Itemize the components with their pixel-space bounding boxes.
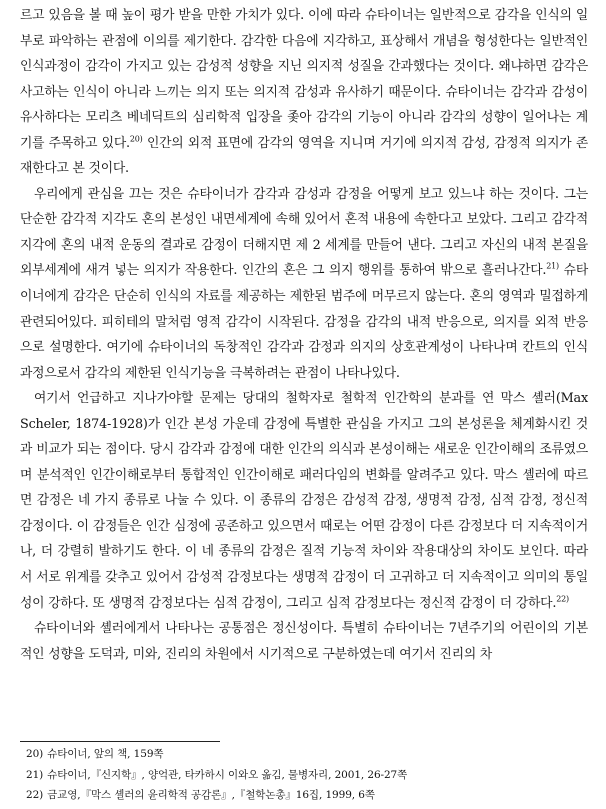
footnote-reference: 20) bbox=[129, 134, 143, 144]
paragraph-text: 르고 있음을 볼 때 높이 평가 받을 만한 가치가 있다. 이에 따라 슈타이너는 일반적으로 감각을 인식의 일부로 파악하는 관점에 이의를 제기한다. 감각한 다음에 지각하고, 표상해서 개념을 형성한다는 일반적인 인식과정이 감각이 가지고 있는 감성적 성향을 지닌 의지적 성질을 간과했다는 것이다. 왜냐하면 감각은 사고하는 인식이 아니라 느끼는 의지 또는 의지적 감성과 유사하기 때문이다. 슈타이너는 감각과 감성이 유사하다는 모리츠 베네딕트의 심리학적 입장을 좇아 감각의 기능이 아니라 감각의 성향이 일어나는 계기를 주목하고 있다. bbox=[20, 8, 588, 151]
paragraph-text: 여기서 언급하고 지나가야할 문제는 당대의 철학자로 철학적 인간학의 분과를 연 막스 셸러(Max Scheler, 1874-1928)가 인간 본성 가운데 감정에 특별한 관심을 가지고 그의 본성론을 체계화시킨 것과 비교가 되는 점이다. 당시 감각과 감정에 대한 인간의 의식과 본성이해는 새로운 인간이해의 조류였으며 분석적인 인간이해로부터 통합적인 인간이해로 패러다임의 변화를 알려주고 있다. 막스 셸러에 따르면 감정은 네 가지 종류로 나눌 수 있다. 이 종류의 감정은 감성적 감정, 생명적 감정, 심적 감정, 정신적 감정이다. 이 감정들은 인간 심정에 공존하고 있으면서 때로는 어떤 감정이 다른 감정보다 더 지속적이거나, 더 강렬히 발하기도 한다. 이 네 종류의 감정은 질적 기능적 차이와 작용대상의 차이도 보인다. 따라서 서로 위계를 갖추고 있어서 감성적 감정보다는 생명적 감정이 더 고귀하고 더 지속적이고 의미의 통일성이 강하다. 또 생명적 감정보다는 심적 감정이, 그리고 심적 감정보다는 정신적 감정이 더 강하다. bbox=[20, 391, 588, 611]
paragraph bbox=[20, 3, 588, 182]
footnote-number: 21) bbox=[26, 768, 44, 781]
paragraph-text: 슈타이너와 셸러에게서 나타나는 공통점은 정신성이다. 특별히 슈타이너는 7년주기의 어린이의 기본적인 성향을 도덕과, 미와, 진리의 차원에서 시기적으로 구분하였는데 여기서 진리의 차 bbox=[20, 621, 588, 662]
footnote-text: 슈타이너, 앞의 책, 159쪽 bbox=[47, 748, 164, 760]
paragraph-text: 인간의 외적 표면에 감각의 영역을 지니며 거기에 의지적 감성, 감정적 의지가 존재한다고 본 것이다. bbox=[20, 135, 588, 177]
footnote-number: 22) bbox=[26, 789, 44, 801]
footnote-number: 20) bbox=[26, 748, 44, 760]
footnote bbox=[26, 744, 586, 765]
footnote-reference: 22) bbox=[556, 594, 569, 604]
footnote bbox=[26, 785, 586, 806]
footnote bbox=[26, 765, 586, 786]
paragraph bbox=[20, 182, 588, 386]
footnote-reference: 21) bbox=[546, 262, 559, 272]
paragraph bbox=[20, 616, 588, 667]
footnote-text: 금교영,『막스 셸러의 윤리학적 공감론』,『철학논총』16집, 1999, 6쪽 bbox=[47, 789, 375, 801]
footnote-divider bbox=[20, 741, 220, 742]
footnotes bbox=[26, 744, 586, 806]
paragraph-text: 우리에게 관심을 끄는 것은 슈타이너가 감각과 감성과 감정을 어떻게 보고 있느냐 하는 것이다. 그는 단순한 감각적 지각도 혼의 본성인 내면세계에 속해 있어서 혼적 내용에 속한다고 보았다. 그리고 감각적 지각에 혼의 내적 운동의 결과로 감정이 더해지면 제 2 세계를 만들어 낸다. 그리고 자신의 내적 본질을 외부세계에 새겨 넣는 의지가 작용한다. 인간의 혼은 그 의지 행위를 통하여 밖으로 흘러나간다. bbox=[20, 186, 588, 279]
body-text bbox=[20, 3, 588, 667]
paragraph bbox=[20, 386, 588, 616]
paragraph-text: 슈타이너에게 감각은 단순히 인식의 자료를 제공하는 제한된 범주에 머무르지 않는다. 혼의 영역과 밀접하게 관련되어있다. 피히테의 말처럼 영적 감각이 시작된다. 감정을 감각의 내적 반응으로, 의지를 외적 반응으로 설명한다. 여기에 슈타이너의 독창적인 감각과 감정과 의지의 상호관계성이 나타나며 칸트의 인식과정으로서 감각의 제한된 인식기능을 극복하려는 관점이 나타나있다. bbox=[20, 263, 588, 381]
footnote-text: 슈타이너,『신지학』, 양억관, 타카하시 이와오 옮김, 물병자리, 2001, 26-27쪽 bbox=[47, 768, 408, 781]
